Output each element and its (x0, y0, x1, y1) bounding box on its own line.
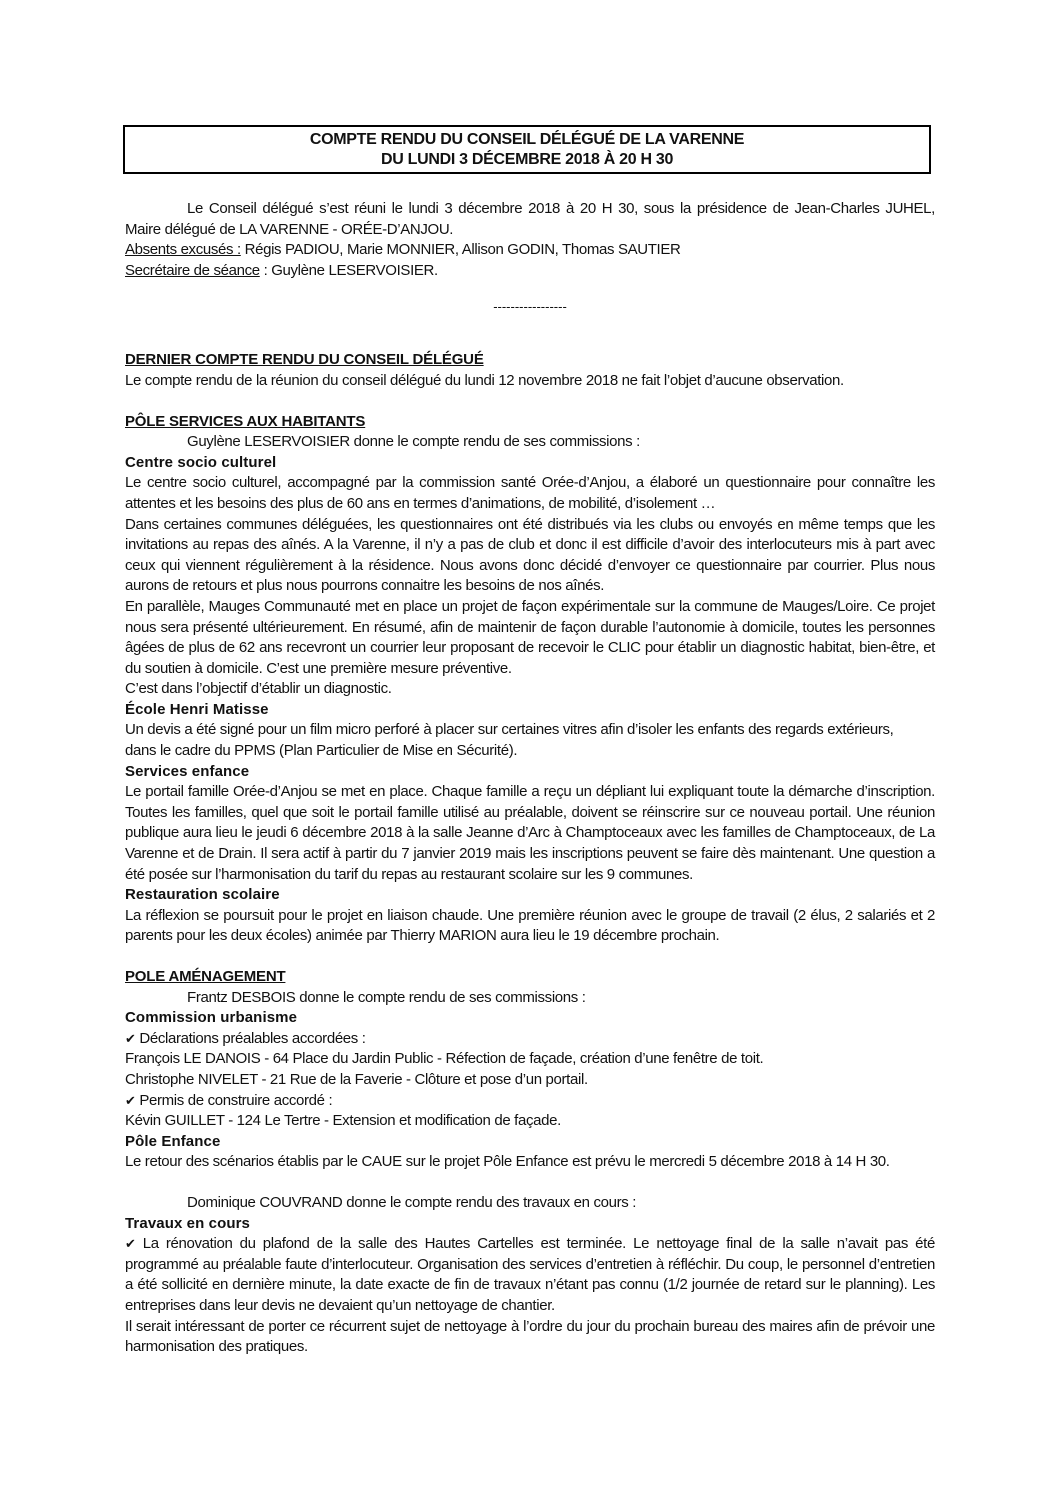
separator: ----------------- (493, 299, 567, 315)
csc-paragraph-3: En parallèle, Mauges Communauté met en place un projet de façon expérimentale sur la commune de Mauges/Loire. Ce projet nous sera présenté ultérieurement. En résumé, afin de maintenir de façon durable l’autonomie à domicile, toutes les personnes âgées de plus de 62 ans recevront un courrier leur proposant de recevoir le CLIC pour établir un diagnostic habitat, bien-être, et du soutien à domicile. C’est une première mesure préventive. (125, 597, 935, 677)
travaux-paragraph-1 (125, 1234, 935, 1316)
document-title-box (123, 125, 931, 174)
title-line-2: DU LUNDI 3 DÉCEMBRE 2018 À 20 H 30 (380, 151, 674, 168)
check-icon: ✔ (125, 1092, 136, 1108)
urbanisme-title: Commission urbanisme (125, 1009, 298, 1027)
services-intro: Guylène LESERVOISIER donne le compte rendu de ses commissions : (187, 433, 640, 451)
section-heading-amenagement: POLE AMÉNAGEMENT (125, 968, 286, 985)
travaux-paragraph-2: Il serait intéressant de porter ce récurrent sujet de nettoyage à l’ordre du jour du prochain bureau des maires afin de prévoir une harmonisation des pratiques. (125, 1317, 935, 1356)
travaux-text: La rénovation du plafond de la salle des Hautes Cartelles est terminée. Le nettoyage final de la salle n’avait pas été programmé au préalable faute d’interlocuteur. Organisation des services d’entretien à réfléchir. Du coup, le personnel d’entretien a été sollicité en dernière minute, la date exacte de fin de travaux n’étant pas connu (1/2 journée de retard sur le planning). Les entreprises dans leur devis ne devaient qu’un nettoyage de chantier. (125, 1235, 935, 1314)
title-line-1: COMPTE RENDU DU CONSEIL DÉLÉGUÉ DE LA VARENNE (309, 131, 745, 148)
pole-enfance-paragraph: Le retour des scénarios établis par le CAUE sur le projet Pôle Enfance est prévu le mercredi 5 décembre 2018 à 14 H 30. (125, 1153, 890, 1171)
secretary-name: : Guylène LESERVOISIER. (259, 261, 438, 279)
travaux-intro: Dominique COUVRAND donne le compte rendu des travaux en cours : (187, 1193, 637, 1211)
permis-item: Kévin GUILLET - 124 Le Tertre - Extension et modification de façade. (125, 1112, 561, 1130)
section-heading-last-report: DERNIER COMPTE RENDU DU CONSEIL DÉLÉGUÉ (125, 351, 484, 369)
restauration-title: Restauration scolaire (125, 886, 280, 904)
csc-paragraph-1: Le centre socio culturel, accompagné par la commission santé Orée-d’Anjou, a élaboré un questionnaire pour connaître les attentes et les besoins des plus de 60 ans en termes d’animations, de mobilité, d’isolement … (125, 474, 935, 512)
csc-title: Centre socio culturel (125, 453, 277, 471)
declarations-line (125, 1029, 935, 1050)
document-page (125, 125, 935, 1358)
secretary-line (125, 261, 935, 282)
section-heading-services: PÔLE SERVICES AUX HABITANTS (125, 412, 366, 430)
travaux-title: Travaux en cours (125, 1214, 250, 1232)
check-icon: ✔ (125, 1030, 136, 1046)
restauration-paragraph: La réflexion se poursuit pour le projet en liaison chaude. Une première réunion avec le groupe de travail (2 élus, 2 salariés et 2 parents pour les deux écoles) animée par Thierry MARION aura lieu le 19 décembre prochain. (125, 906, 935, 945)
enfance-services-paragraph: Le portail famille Orée-d’Anjou se met en place. Chaque famille a reçu un dépliant lui expliquant toute la démarche d’inscription. Toutes les familles, quel que soit le portail famille utilisé au préalable, doivent se réinscrire sur ce nouveau portail. Une réunion publique aura lieu le jeudi 6 décembre 2018 à la salle Jeanne d’Arc à Champtoceaux avec les familles de Champtoceaux, de La Varenne et de Drain. Il sera actif à partir du 7 janvier 2019 mais les inscriptions peuvent se faire dès maintenant. Une question a été posée sur l’harmonisation du tarif du repas au restaurant scolaire sur les 9 communes. (125, 783, 935, 883)
csc-paragraph-2: Dans certaines communes déléguées, les questionnaires ont été distribués via les clubs ou envoyés en même temps que les invitations au repas des aînés. A la Varenne, il n’y a pas de club et donc il est difficile d’avoir des interlocuteurs mis à part avec ceux qui viennent régulièrement à la résidence. Nous avons donc décidé d’envoyer ce questionnaire par courrier. Plus nous aurons de retours et plus nous pourrons connaitre les besoins de nos aînés. (125, 515, 935, 595)
pole-enfance-title: Pôle Enfance (125, 1132, 221, 1150)
csc-paragraph-4: C’est dans l’objectif d’établir un diagnostic. (125, 680, 392, 698)
declaration-item: Christophe NIVELET - 21 Rue de la Faverie - Clôture et pose d’un portail. (125, 1070, 588, 1088)
enfance-services-title: Services enfance (125, 762, 250, 780)
school-line-2: dans le cadre du PPMS (Plan Particulier de Mise en Sécurité). (125, 742, 518, 760)
absents-names: Régis PADIOU, Marie MONNIER, Allison GODIN, Thomas SAUTIER (240, 241, 681, 259)
permis-line (125, 1091, 935, 1112)
last-report-text: Le compte rendu de la réunion du conseil délégué du lundi 12 novembre 2018 ne fait l’objet d’aucune observation. (125, 371, 844, 389)
absents-line (125, 240, 935, 261)
meeting-paragraph: Le Conseil délégué s’est réuni le lundi 3 décembre 2018 à 20 H 30, sous la présidence de Jean-Charles JUHEL, Maire délégué de LA VARENNE - ORÉE-D’ANJOU. (125, 200, 935, 238)
declaration-item: François LE DANOIS - 64 Place du Jardin Public - Réfection de façade, création d’une fenêtre de toit. (125, 1050, 764, 1068)
check-icon: ✔ (125, 1236, 136, 1252)
secretary-label: Secrétaire de séance (125, 261, 260, 279)
amenagement-intro: Frantz DESBOIS donne le compte rendu de ses commissions : (187, 988, 586, 1006)
school-title: École Henri Matisse (125, 700, 269, 718)
absents-label: Absents excusés : (125, 241, 241, 259)
permis-label: Permis de construire accordé : (139, 1091, 333, 1109)
declarations-label: Déclarations préalables accordées : (139, 1029, 366, 1047)
school-line-1: Un devis a été signé pour un film micro perforé à placer sur certaines vitres afin d’isoler les enfants des regards extérieurs, (125, 721, 894, 739)
